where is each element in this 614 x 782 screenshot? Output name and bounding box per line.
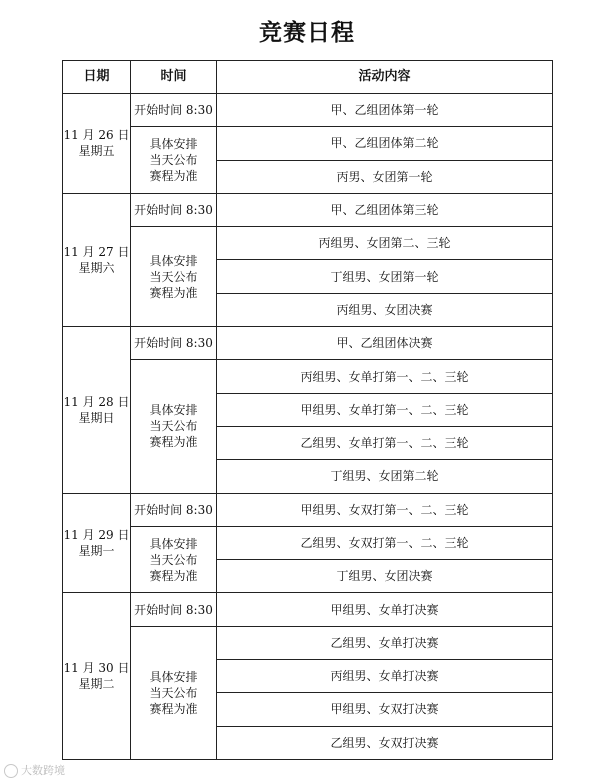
date-cell [63,94,131,194]
activity-cell: 甲组男、女单打决赛 [217,593,553,626]
schedule-note-text: 具体安排 当天公布 赛程为准 [149,403,198,450]
activity-cell: 丁组男、女团第二轮 [217,460,553,493]
activity-cell: 乙组男、女双打决赛 [217,726,553,759]
schedule-note-text: 具体安排 当天公布 赛程为准 [149,536,198,583]
schedule-table [62,60,553,760]
date-cell [63,493,131,593]
watermark-text: 大数跨境 [21,764,65,777]
activity-cell: 甲、乙组团体决赛 [217,327,553,360]
schedule-note-text: 具体安排 当天公布 赛程为准 [149,253,198,300]
start-time-cell: 开始时间 8:30 [131,493,217,526]
schedule-note-cell [131,360,217,493]
activity-cell: 丁组男、女团决赛 [217,560,553,593]
schedule-note-cell [131,227,217,327]
activity-cell: 乙组男、女单打决赛 [217,626,553,659]
activity-cell: 甲、乙组团体第二轮 [217,127,553,160]
activity-cell: 丙组男、女团决赛 [217,293,553,326]
start-time-cell: 开始时间 8:30 [131,94,217,127]
activity-cell: 甲、乙组团体第一轮 [217,94,553,127]
watermark-logo-icon [4,764,18,778]
table-row [63,227,553,260]
page-title: 竞赛日程 [259,19,355,46]
schedule-note-cell [131,626,217,759]
date-text: 11 月 29 日 星期一 [63,528,130,558]
start-time-cell: 开始时间 8:30 [131,193,217,226]
activity-cell: 甲组男、女双打决赛 [217,693,553,726]
schedule-note-text: 具体安排 当天公布 赛程为准 [149,669,198,716]
activity-cell: 丙组男、女单打决赛 [217,660,553,693]
start-time-cell: 开始时间 8:30 [131,327,217,360]
header-date: 日期 [63,61,131,94]
schedule-note-cell [131,127,217,194]
table-row [63,94,553,127]
activity-cell: 丙组男、女团第二、三轮 [217,227,553,260]
schedule-note-text: 具体安排 当天公布 赛程为准 [149,137,198,184]
start-time-cell: 开始时间 8:30 [131,593,217,626]
date-text: 11 月 27 日 星期六 [63,244,130,275]
schedule-body [63,94,553,760]
activity-cell: 甲组男、女双打第一、二、三轮 [217,493,553,526]
activity-cell: 丙男、女团第一轮 [217,160,553,193]
activity-cell: 丙组男、女单打第一、二、三轮 [217,360,553,393]
table-row [63,193,553,226]
activity-cell: 甲、乙组团体第三轮 [217,193,553,226]
date-cell [63,193,131,326]
date-cell [63,327,131,493]
table-row [63,327,553,360]
activity-cell: 甲组男、女单打第一、二、三轮 [217,393,553,426]
table-row [63,127,553,160]
activity-cell: 乙组男、女单打第一、二、三轮 [217,426,553,459]
header-activity: 活动内容 [217,61,553,94]
header-time: 时间 [131,61,217,94]
watermark [4,762,65,778]
table-row [63,360,553,393]
schedule-note-cell [131,526,217,593]
table-row [63,526,553,559]
activity-cell: 丁组男、女团第一轮 [217,260,553,293]
date-text: 11 月 26 日 星期五 [63,128,130,159]
table-row [63,493,553,526]
date-text: 11 月 30 日 星期二 [63,661,130,692]
activity-cell: 乙组男、女双打第一、二、三轮 [217,526,553,559]
header-row [63,61,553,94]
date-cell [63,593,131,759]
table-row [63,626,553,659]
table-row [63,593,553,626]
date-text: 11 月 28 日 星期日 [63,394,130,425]
